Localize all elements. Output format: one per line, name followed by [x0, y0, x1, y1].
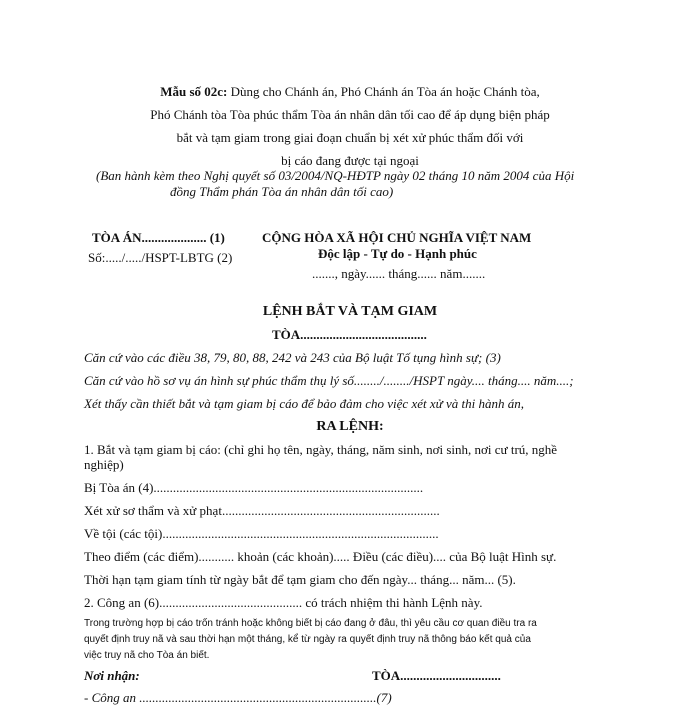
- document-number: Số:...../...../HSPT-LBTG (2): [88, 250, 233, 265]
- criminal-code-basis: Theo điểm (các điểm)........... khoản (các khoản)..... Điều (các điều).... của Bộ luật Hình sự.: [84, 549, 557, 564]
- first-instance-field: Xét xử sơ thẩm và xử phạt...................................................................: [84, 503, 440, 518]
- form-description-line-3: bắt và tạm giam trong giai đoạn chuẩn bị xét xử phúc thẩm đối với: [176, 130, 524, 145]
- court-signature-line: TÒA...............................: [372, 668, 501, 683]
- national-slogan: Độc lập - Tự do - Hạnh phúc: [318, 246, 477, 261]
- issued-by-line-1: (Ban hành kèm theo Nghị quyết số 03/2004/NQ-HĐTP ngày 02 tháng 10 năm 2004 của Hội: [96, 168, 575, 183]
- defendant-court-field: Bị Tòa án (4)...................................................................................: [84, 480, 424, 495]
- court-name: TÒA ÁN.................... (1): [92, 230, 225, 245]
- country-name: CỘNG HÒA XÃ HỘI CHỦ NGHĨA VIỆT NAM: [262, 230, 532, 245]
- order-item-1-line-2: nghiệp): [84, 457, 124, 472]
- form-desc-1: Dùng cho Chánh án, Phó Chánh án Tòa án hoặc Chánh tòa,: [227, 84, 540, 99]
- document-title: LỆNH BẮT VÀ TẠM GIAM: [262, 304, 438, 319]
- issue-date: ......., ngày...... tháng...... năm.......: [312, 266, 486, 281]
- recipients-label: Nơi nhận:: [84, 668, 140, 683]
- detention-period: Thời hạn tạm giam tính từ ngày bắt để tạm giam cho đến ngày... tháng... năm... (5).: [84, 572, 516, 587]
- recipient-1: - Công an .........................................................................(7): [84, 690, 392, 705]
- order-heading: RA LỆNH:: [316, 419, 384, 434]
- form-code: Mẫu số 02c:: [160, 84, 228, 99]
- order-item-2: 2. Công an (6)............................................ có trách nhiệm thi hành Lệnh này.: [84, 595, 483, 610]
- legal-basis-3: Xét thấy cần thiết bắt và tạm giam bị cáo để bảo đảm cho việc xét xử và thi hành án,: [84, 396, 524, 411]
- form-description-line-1: [0, 84, 700, 100]
- issued-by-line-2: đồng Thẩm phán Tòa án nhân dân tối cao): [170, 184, 394, 199]
- charge-field: Về tội (các tội).....................................................................................: [84, 526, 439, 541]
- legal-basis-1: Căn cứ vào các điều 38, 79, 80, 88, 242 và 243 của Bộ luật Tố tụng hình sự; (3): [84, 350, 501, 365]
- form-description-line-2: Phó Chánh tòa Tòa phúc thẩm Tòa án nhân dân tối cao để áp dụng biện pháp: [150, 107, 550, 122]
- note-line-3: việc truy nã cho Tòa án biết.: [84, 650, 210, 661]
- legal-basis-2: Căn cứ vào hồ sơ vụ án hình sự phúc thẩm thụ lý số......../......../HSPT ngày.... tháng.... năm....;: [84, 373, 574, 388]
- form-description-line-4: bị cáo đang được tại ngoại: [281, 153, 419, 168]
- note-line-1: Trong trường hợp bị cáo trốn tránh hoặc không biết bị cáo đang ở đâu, thì yêu cầu cơ quan điều tra ra: [84, 618, 537, 629]
- order-item-1-line-1: 1. Bắt và tạm giam bị cáo: (chỉ ghi họ tên, ngày, tháng, năm sinh, nơi sinh, nơi cư trú, nghề: [84, 442, 558, 457]
- note-line-2: quyết định truy nã và sau thời hạn một tháng, kể từ ngày ra quyết định truy nã thông báo kết quả của: [84, 634, 531, 645]
- issuing-court-line: TÒA.......................................: [272, 327, 427, 342]
